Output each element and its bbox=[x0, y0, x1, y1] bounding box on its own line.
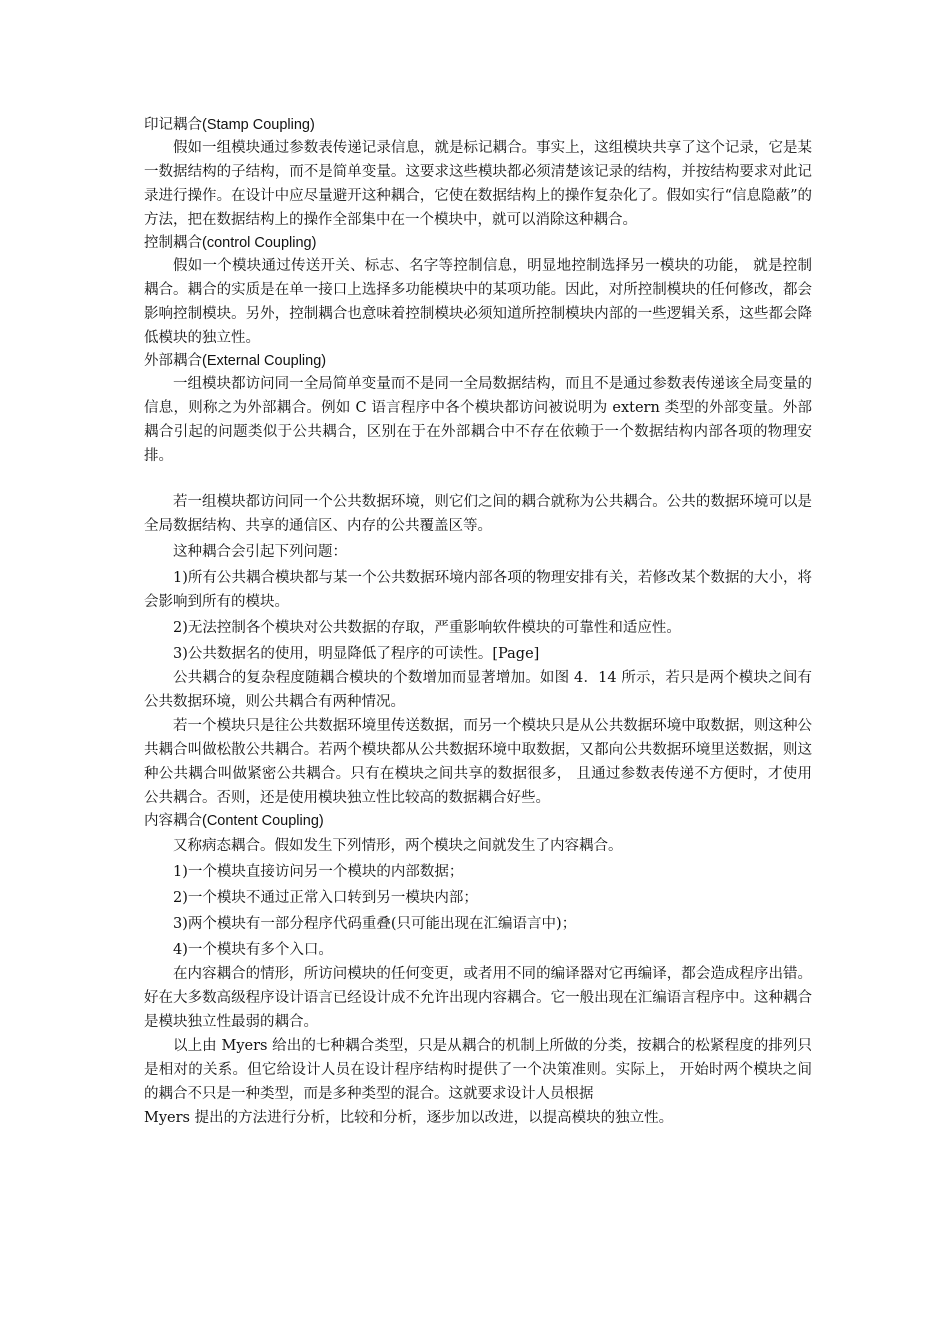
paragraph-common-coupling-intro: 若一组模块都访问同一个公共数据环境，则它们之间的耦合就称为公共耦合。公共的数据环境可以是全局数据结构、共享的通信区、内存的公共覆盖区等。 bbox=[144, 494, 812, 534]
heading-content-coupling: 内容耦合(Content Coupling) bbox=[144, 813, 324, 829]
list-item: 4)一个模块有多个入口。 bbox=[173, 942, 333, 958]
heading-control-coupling: 控制耦合(control Coupling) bbox=[144, 235, 317, 251]
paragraph-summary-end: Myers 提出的方法进行分析，比较和分析，逐步加以改进，以提高模块的独立性。 bbox=[144, 1110, 674, 1126]
paragraph-stamp-coupling: 假如一组模块通过参数表传递记录信息，就是标记耦合。事实上，这组模块共享了这个记录，它是某一数据结构的子结构，而不是简单变量。这要求这些模块都必须清楚该记录的结构，并按结构要求对此记录进行操作。在设计中应尽量避开这种耦合，它使在数据结构上的操作复杂化了。假如实行“信息隐蔽”的方法，把在数据结构上的操作全部集中在一个模块中，就可以消除这种耦合。 bbox=[144, 140, 812, 228]
heading-stamp-coupling: 印记耦合(Stamp Coupling) bbox=[144, 117, 315, 133]
list-item: 2)无法控制各个模块对公共数据的存取，严重影响软件模块的可靠性和适应性。 bbox=[173, 620, 681, 636]
paragraph-summary: 以上由 Myers 给出的七种耦合类型，只是从耦合的机制上所做的分类，按耦合的松紧程度的排列只是相对的关系。但它给设计人员在设计程序结构时提供了一个决策准则。实际上， 开始时两个模块之间的耦合不只是一种类型，而是多种类型的混合。这就要求设计人员根据 bbox=[144, 1038, 812, 1102]
list-item: 2)一个模块不通过正常入口转到另一模块内部； bbox=[173, 890, 478, 906]
paragraph-control-coupling: 假如一个模块通过传送开关、标志、名字等控制信息，明显地控制选择另一模块的功能， 就是控制耦合。耦合的实质是在单一接口上选择多功能模块中的某项功能。因此，对所控制模块的任何修改，都会影响控制模块。另外，控制耦合也意味着控制模块必须知道所控制模块内部的一些逻辑关系，这些都会降低模块的独立性。 bbox=[144, 258, 812, 346]
paragraph-common-coupling-types: 若一个模块只是往公共数据环境里传送数据，而另一个模块只是从公共数据环境中取数据，则这种公共耦合叫做松散公共耦合。若两个模块都从公共数据环境中取数据，又都向公共数据环境里送数据，则这种公共耦合叫做紧密公共耦合。只有在模块之间共享的数据很多， 且通过参数表传递不方便时，才使用公共耦合。否则，还是使用模块独立性比较高的数据耦合好些。 bbox=[144, 718, 812, 806]
list-item: 3)两个模块有一部分程序代码重叠(只可能出现在汇编语言中)； bbox=[173, 916, 577, 932]
paragraph-external-coupling: 一组模块都访问同一全局简单变量而不是同一全局数据结构，而且不是通过参数表传递该全局变量的信息，则称之为外部耦合。例如 C 语言程序中各个模块都访问被说明为 extern 类型的外部变量。外部耦合引起的问题类似于公共耦合，区别在于在外部耦合中不存在依赖于一个数据结构内部各项的物理安排。 bbox=[144, 376, 812, 464]
paragraph-content-coupling-intro: 又称病态耦合。假如发生下列情形，两个模块之间就发生了内容耦合。 bbox=[173, 838, 623, 854]
paragraph-content-coupling-detail: 在内容耦合的情形，所访问模块的任何变更，或者用不同的编译器对它再编译，都会造成程序出错。好在大多数高级程序设计语言已经设计成不允许出现内容耦合。它一般出现在汇编语言程序中。这种耦合是模块独立性最弱的耦合。 bbox=[144, 966, 812, 1030]
list-item: 1)一个模块直接访问另一个模块的内部数据； bbox=[173, 864, 464, 880]
blank-line bbox=[144, 468, 812, 490]
heading-external-coupling: 外部耦合(External Coupling) bbox=[144, 353, 327, 369]
document-page bbox=[144, 114, 812, 1130]
paragraph-common-coupling-problems: 这种耦合会引起下列问题： bbox=[173, 544, 347, 560]
paragraph-common-coupling-complexity: 公共耦合的复杂程度随耦合模块的个数增加而显著增加。如图 4．14 所示，若只是两个模块之间有公共数据环境，则公共耦合有两种情况。 bbox=[144, 670, 812, 710]
list-item: 3)公共数据名的使用，明显降低了程序的可读性。[Page] bbox=[173, 646, 540, 662]
list-item: 1)所有公共耦合模块都与某一个公共数据环境内部各项的物理安排有关，若修改某个数据的大小，将会影响到所有的模块。 bbox=[144, 570, 812, 610]
